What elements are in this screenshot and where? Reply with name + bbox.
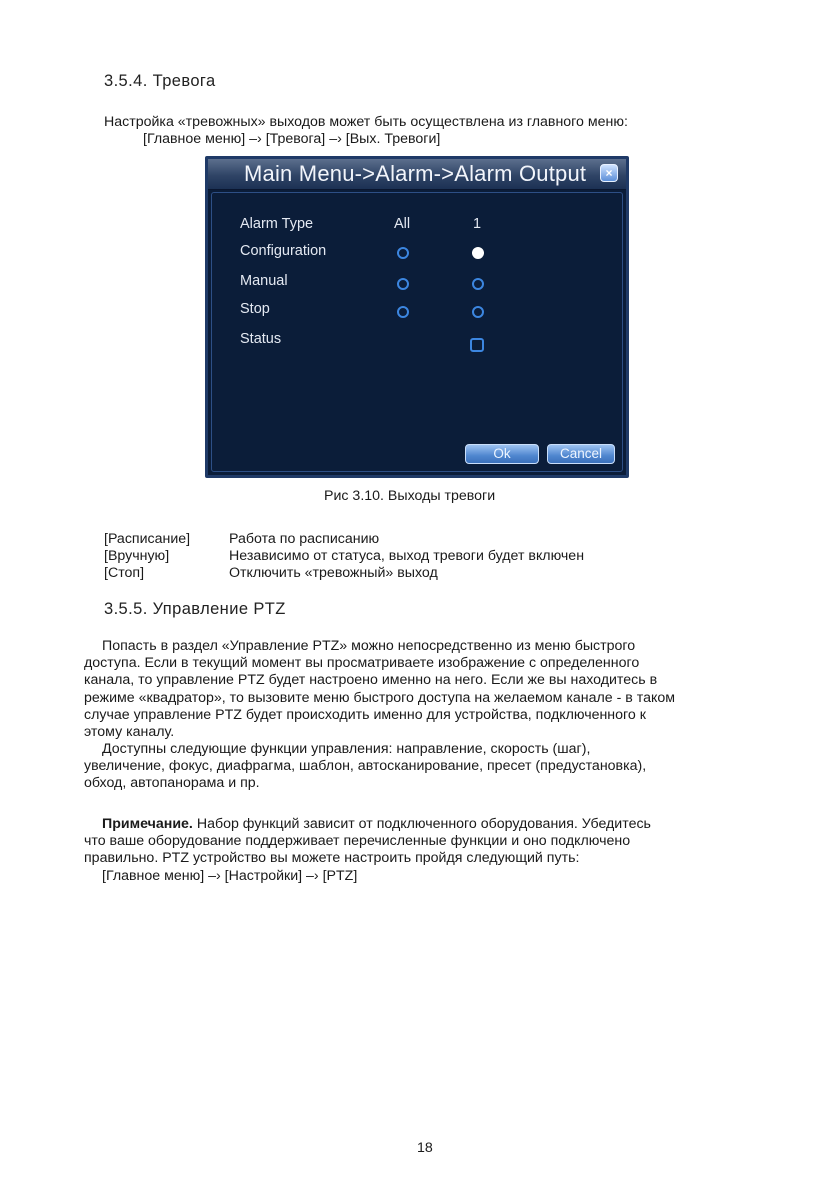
term-stop: [Стоп] — [104, 565, 145, 581]
alarm-menu-path — [143, 131, 440, 148]
section-heading-ptz: 3.5.5. Управление PTZ — [104, 600, 286, 618]
figure-caption: Рис 3.10. Выходы тревоги — [324, 488, 496, 504]
column-1-label: 1 — [473, 216, 482, 232]
configuration-1-radio[interactable] — [472, 247, 484, 259]
alarm-output-dialog — [205, 156, 629, 478]
paragraph-line: Доступны следующие функции управления: направление, скорость (шаг), — [102, 741, 591, 757]
path-main-menu: [Главное меню] — [143, 131, 246, 147]
column-all-label: All — [394, 216, 411, 232]
path-alarm-output: [Вых. Тревоги] — [345, 131, 441, 147]
paragraph-line: случае управление PTZ будет происходить именно для устройства, подключенного к — [84, 706, 646, 723]
paragraph-line: правильно. PTZ устройство вы можете настроить пройдя следующий путь: — [84, 850, 580, 867]
paragraph-line: этому каналу. — [84, 724, 175, 741]
manual-1-radio[interactable] — [472, 278, 484, 290]
desc-manual: Независимо от статуса, выход тревоги будет включен — [229, 548, 585, 564]
status-checkbox[interactable] — [470, 338, 484, 352]
cancel-button[interactable]: Cancel — [547, 444, 615, 464]
configuration-all-radio[interactable] — [397, 247, 409, 259]
ptz-menu-path: [Главное меню] –› [Настройки] –› [PTZ] — [102, 867, 358, 884]
ptz-paragraph-2 — [84, 741, 784, 793]
ptz-note — [84, 816, 784, 885]
paragraph-line: канала, то управление PTZ будет настроено именно на него. Если же вы находитесь в — [84, 672, 658, 689]
dialog-titlebar — [208, 159, 626, 190]
stop-1-radio[interactable] — [472, 306, 484, 318]
dialog-title: Main Menu->Alarm->Alarm Output — [244, 161, 587, 186]
alarm-intro-text: Настройка «тревожных» выходов может быть осуществлена из главного меню: — [104, 114, 628, 130]
row-label-configuration: Configuration — [240, 243, 327, 259]
ptz-paragraph-1 — [84, 638, 784, 741]
term-schedule: [Расписание] — [104, 531, 191, 547]
paragraph-line: что ваше оборудование поддерживает перечисленные функции и оно подключено — [84, 833, 631, 850]
row-label-manual: Manual — [240, 273, 288, 289]
note-label: Примечание. — [102, 816, 193, 832]
desc-schedule: Работа по расписанию — [229, 531, 380, 547]
paragraph-line: увеличение, фокус, диафрагма, шаблон, автосканирование, пресет (предустановка), — [84, 758, 647, 775]
path-arrow: –› — [249, 131, 262, 147]
alarm-type-label: Alarm Type — [240, 216, 314, 232]
status-label: Status — [240, 331, 282, 347]
paragraph-line: доступа. Если в текущий момент вы просматриваете изображение с определенного — [84, 655, 640, 672]
term-manual: [Вручную] — [104, 548, 170, 564]
paragraph-line: Попасть в раздел «Управление PTZ» можно непосредственно из меню быстрого — [102, 638, 636, 654]
note-first-line — [84, 816, 784, 833]
page-number: 18 — [417, 1140, 433, 1156]
ok-button[interactable]: Ok — [465, 444, 539, 464]
paragraph-line: режиме «квадратор», то вызовите меню быстрого доступа на желаемом канале - в таком — [84, 689, 675, 706]
manual-all-radio[interactable] — [397, 278, 409, 290]
note-text: Набор функций зависит от подключенного оборудования. Убедитесь — [192, 816, 651, 832]
row-label-stop: Stop — [240, 301, 270, 317]
path-alarm: [Тревога] — [265, 131, 326, 147]
stop-all-radio[interactable] — [397, 306, 409, 318]
paragraph-line: обход, автопанорама и пр. — [84, 775, 260, 792]
close-icon[interactable]: × — [600, 164, 618, 182]
path-arrow: –› — [329, 131, 342, 147]
desc-stop: Отключить «тревожный» выход — [229, 565, 438, 581]
section-heading-alarm: 3.5.4. Тревога — [104, 72, 216, 90]
